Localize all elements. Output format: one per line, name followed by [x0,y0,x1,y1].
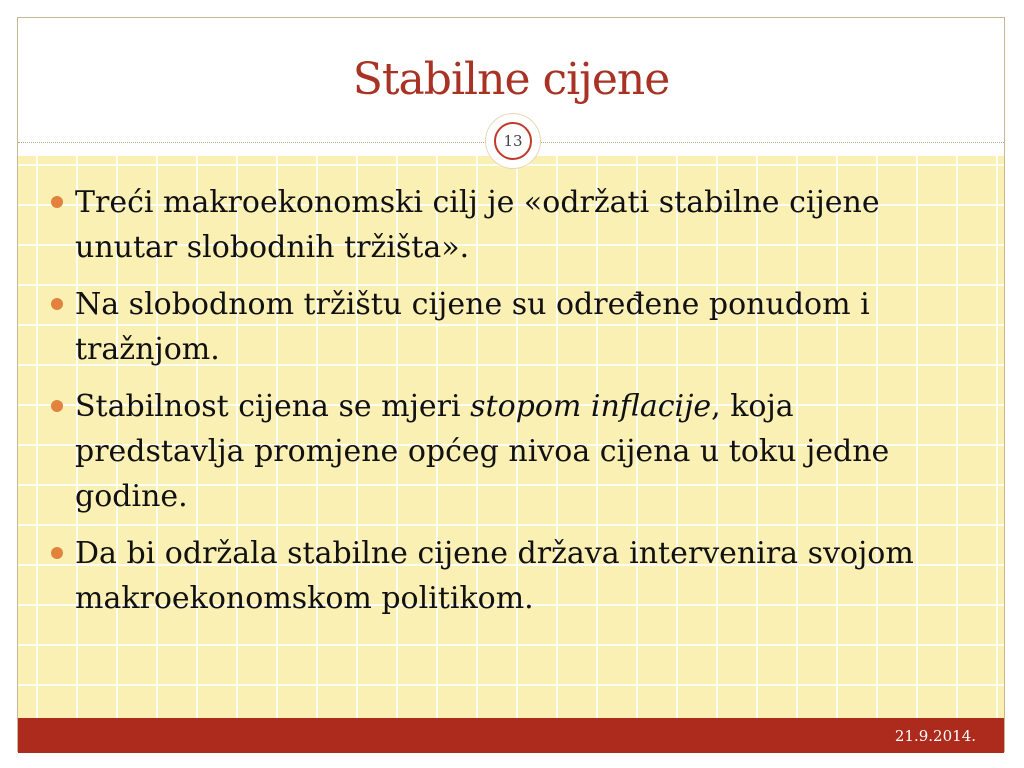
bullet-icon [51,196,63,208]
bullet-text-start: Stabilnost cijena se mjeri [75,389,471,424]
bullet-item [51,384,971,519]
bullet-icon [51,547,63,559]
bullet-text-emphasis: stopom inflacije [470,389,712,424]
bullet-item [51,531,971,621]
bullet-icon [51,400,63,412]
footer-date: 21.9.2014. [894,727,976,745]
slide-title: Stabilne cijene [352,54,670,105]
bullet-item [51,180,971,270]
bullet-list [51,180,971,633]
footer-bar [18,718,1004,753]
bullet-text-end: , koja predstavlja promjene općeg nivoa cijena u toku jedne godine. [75,389,890,514]
bullet-text: Treći makroekonomski cilj je «održati stabilne cijene unutar slobodnih tržišta». [75,185,880,265]
bullet-item [51,282,971,372]
slide-number: 13 [494,122,532,160]
bullet-text: Da bi održala stabilne cijene država intervenira svojom makroekonomskom politikom. [75,536,914,616]
slide-number-badge [486,114,540,168]
bullet-text: Na slobodnom tržištu cijene su određene ponudom i tražnjom. [75,287,870,367]
bullet-icon [51,298,63,310]
